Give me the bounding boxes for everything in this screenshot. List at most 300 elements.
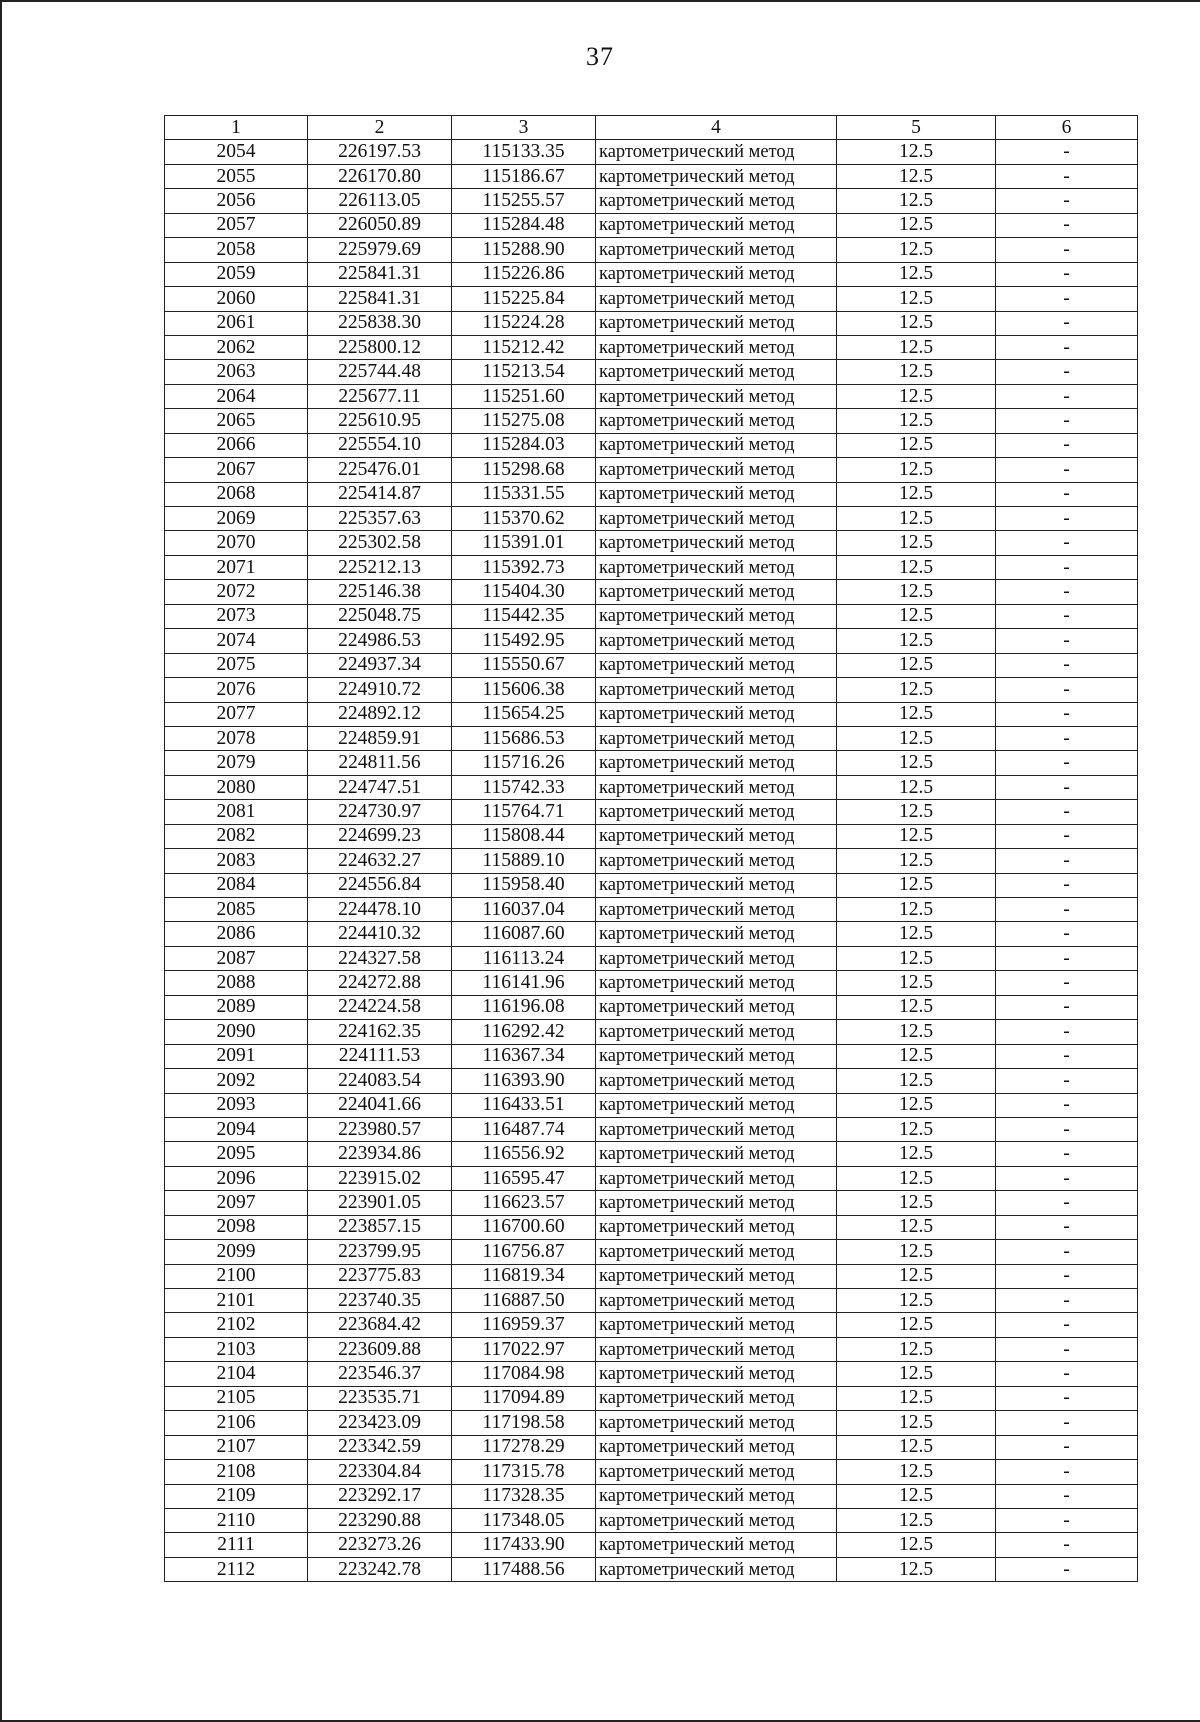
header-cell: 2 [308, 116, 452, 140]
table-cell: 12.5 [837, 140, 996, 164]
table-cell: - [996, 189, 1138, 213]
table-row [165, 726, 1138, 750]
table-cell: 115742.33 [452, 775, 596, 799]
table-cell: 12.5 [837, 849, 996, 873]
table-cell: 2081 [165, 800, 308, 824]
table-cell: картометрический метод [596, 800, 837, 824]
table-cell: 12.5 [837, 1264, 996, 1288]
header-cell: 3 [452, 116, 596, 140]
table-header [165, 116, 1138, 140]
table-cell: картометрический метод [596, 898, 837, 922]
table-cell: 2076 [165, 678, 308, 702]
table-row [165, 946, 1138, 970]
table-cell: 2110 [165, 1508, 308, 1532]
table-cell: 2099 [165, 1240, 308, 1264]
table-cell: 225302.58 [308, 531, 452, 555]
table-cell: 2057 [165, 213, 308, 237]
table-cell: 2093 [165, 1093, 308, 1117]
table-cell: 12.5 [837, 409, 996, 433]
table-cell: 2100 [165, 1264, 308, 1288]
table-cell: 225357.63 [308, 507, 452, 531]
table-cell: 12.5 [837, 1215, 996, 1239]
table-cell: 115255.57 [452, 189, 596, 213]
table-cell: 2064 [165, 384, 308, 408]
table-cell: - [996, 1166, 1138, 1190]
page-number: 37 [586, 42, 614, 71]
table-cell: 12.5 [837, 1533, 996, 1557]
table-cell: 12.5 [837, 800, 996, 824]
table-cell: 223857.15 [308, 1215, 452, 1239]
table-cell: 2077 [165, 702, 308, 726]
table-cell: 225841.31 [308, 262, 452, 286]
table-cell: картометрический метод [596, 384, 837, 408]
table-cell: 2106 [165, 1411, 308, 1435]
table-cell: картометрический метод [596, 1533, 837, 1557]
table-cell: 117488.56 [452, 1557, 596, 1581]
table-cell: - [996, 1117, 1138, 1141]
table-cell: 224162.35 [308, 1020, 452, 1044]
table-cell: 117278.29 [452, 1435, 596, 1459]
table-cell: 116595.47 [452, 1166, 596, 1190]
table-cell: - [996, 1460, 1138, 1484]
table-cell: картометрический метод [596, 702, 837, 726]
header-cell: 6 [996, 116, 1138, 140]
table-cell: - [996, 580, 1138, 604]
table-cell: 223901.05 [308, 1191, 452, 1215]
table-cell: - [996, 775, 1138, 799]
table-cell: 2073 [165, 604, 308, 628]
table-cell: 2086 [165, 922, 308, 946]
table-cell: картометрический метод [596, 1020, 837, 1044]
table-cell: 226050.89 [308, 213, 452, 237]
table-cell: 2054 [165, 140, 308, 164]
table-cell: 12.5 [837, 1117, 996, 1141]
table-cell: 223273.26 [308, 1533, 452, 1557]
table-cell: картометрический метод [596, 824, 837, 848]
table-row [165, 1508, 1138, 1532]
table-cell: - [996, 213, 1138, 237]
table-cell: картометрический метод [596, 678, 837, 702]
table-cell: 12.5 [837, 775, 996, 799]
table-cell: - [996, 995, 1138, 1019]
table-cell: 115213.54 [452, 360, 596, 384]
table-cell: 224556.84 [308, 873, 452, 897]
table-cell: - [996, 971, 1138, 995]
table-row [165, 1093, 1138, 1117]
table-cell: 2068 [165, 482, 308, 506]
table-cell: - [996, 1313, 1138, 1337]
table-cell: 115284.03 [452, 433, 596, 457]
table-cell: картометрический метод [596, 1044, 837, 1068]
table-cell: 117433.90 [452, 1533, 596, 1557]
table-cell: 223775.83 [308, 1264, 452, 1288]
table-cell: - [996, 1557, 1138, 1581]
table-cell: 224632.27 [308, 849, 452, 873]
table-cell: 2098 [165, 1215, 308, 1239]
table-cell: 2065 [165, 409, 308, 433]
table-cell: картометрический метод [596, 1264, 837, 1288]
table-cell: 2069 [165, 507, 308, 531]
table-cell: 223799.95 [308, 1240, 452, 1264]
table-cell: 2083 [165, 849, 308, 873]
table-cell: 116487.74 [452, 1117, 596, 1141]
table-row [165, 1264, 1138, 1288]
table-cell: - [996, 726, 1138, 750]
table-cell: - [996, 1264, 1138, 1288]
table-cell: 12.5 [837, 922, 996, 946]
table-cell: - [996, 1411, 1138, 1435]
table-cell: 12.5 [837, 1044, 996, 1068]
table-cell: 12.5 [837, 653, 996, 677]
table-cell: 2061 [165, 311, 308, 335]
table-cell: 226197.53 [308, 140, 452, 164]
table-cell: картометрический метод [596, 1411, 837, 1435]
table-cell: 2059 [165, 262, 308, 286]
table-cell: 225979.69 [308, 238, 452, 262]
table-cell: 12.5 [837, 531, 996, 555]
table-cell: 2103 [165, 1337, 308, 1361]
table-cell: 2095 [165, 1142, 308, 1166]
table-cell: 115686.53 [452, 726, 596, 750]
table-cell: картометрический метод [596, 1166, 837, 1190]
table-cell: 12.5 [837, 433, 996, 457]
table-cell: 12.5 [837, 458, 996, 482]
table-cell: картометрический метод [596, 360, 837, 384]
table-cell: 225414.87 [308, 482, 452, 506]
table-cell: 12.5 [837, 1289, 996, 1313]
table-cell: 115370.62 [452, 507, 596, 531]
table-cell: 115889.10 [452, 849, 596, 873]
table-cell: картометрический метод [596, 1460, 837, 1484]
table-cell: 2062 [165, 335, 308, 359]
table-cell: 224410.32 [308, 922, 452, 946]
table-cell: 2079 [165, 751, 308, 775]
table-cell: - [996, 1240, 1138, 1264]
table-cell: - [996, 849, 1138, 873]
table-cell: 223684.42 [308, 1313, 452, 1337]
table-cell: 223342.59 [308, 1435, 452, 1459]
coordinates-table [164, 115, 1138, 1582]
table-cell: 117328.35 [452, 1484, 596, 1508]
table-cell: - [996, 1044, 1138, 1068]
table-row [165, 1069, 1138, 1093]
table-cell: 12.5 [837, 335, 996, 359]
table-cell: - [996, 433, 1138, 457]
table-row [165, 1240, 1138, 1264]
table-cell: 12.5 [837, 629, 996, 653]
table-cell: картометрический метод [596, 1117, 837, 1141]
table-cell: 2080 [165, 775, 308, 799]
table-cell: картометрический метод [596, 751, 837, 775]
table-cell: 2097 [165, 1191, 308, 1215]
table-cell: 12.5 [837, 898, 996, 922]
table-cell: - [996, 751, 1138, 775]
table-row [165, 1411, 1138, 1435]
table-cell: 12.5 [837, 726, 996, 750]
table-cell: 12.5 [837, 311, 996, 335]
table-cell: 115654.25 [452, 702, 596, 726]
table-cell: 2087 [165, 946, 308, 970]
table-cell: картометрический метод [596, 409, 837, 433]
table-row [165, 1557, 1138, 1581]
table-row [165, 140, 1138, 164]
table-cell: - [996, 1435, 1138, 1459]
table-cell: - [996, 1191, 1138, 1215]
table-row [165, 1020, 1138, 1044]
table-cell: картометрический метод [596, 1142, 837, 1166]
table-cell: 2071 [165, 555, 308, 579]
table-cell: 2085 [165, 898, 308, 922]
table-row [165, 1044, 1138, 1068]
table-cell: картометрический метод [596, 507, 837, 531]
table-cell: картометрический метод [596, 1215, 837, 1239]
table-cell: 12.5 [837, 1362, 996, 1386]
table-cell: 115331.55 [452, 482, 596, 506]
table-cell: 2090 [165, 1020, 308, 1044]
table-cell: 116556.92 [452, 1142, 596, 1166]
table-row [165, 262, 1138, 286]
table-row [165, 433, 1138, 457]
table-row [165, 531, 1138, 555]
table-cell: 115226.86 [452, 262, 596, 286]
table-row [165, 922, 1138, 946]
table-cell: 12.5 [837, 287, 996, 311]
table-cell: 12.5 [837, 507, 996, 531]
table-cell: 2055 [165, 164, 308, 188]
table-row [165, 1215, 1138, 1239]
table-cell: 225554.10 [308, 433, 452, 457]
table-cell: 12.5 [837, 164, 996, 188]
table-row [165, 971, 1138, 995]
table-cell: 115392.73 [452, 555, 596, 579]
table-row [165, 604, 1138, 628]
table-row [165, 629, 1138, 653]
table-cell: 2067 [165, 458, 308, 482]
table-cell: 116959.37 [452, 1313, 596, 1337]
table-cell: 2075 [165, 653, 308, 677]
table-cell: 12.5 [837, 1435, 996, 1459]
table-cell: 116113.24 [452, 946, 596, 970]
table-cell: картометрический метод [596, 1313, 837, 1337]
table-cell: 12.5 [837, 238, 996, 262]
table-cell: 12.5 [837, 1411, 996, 1435]
table-cell: 117084.98 [452, 1362, 596, 1386]
table-cell: 115288.90 [452, 238, 596, 262]
table-cell: картометрический метод [596, 1337, 837, 1361]
table-row [165, 482, 1138, 506]
table-cell: картометрический метод [596, 458, 837, 482]
table-cell: - [996, 531, 1138, 555]
table-cell: 116887.50 [452, 1289, 596, 1313]
table-cell: - [996, 1337, 1138, 1361]
table-row [165, 702, 1138, 726]
table-cell: - [996, 262, 1138, 286]
table-cell: - [996, 629, 1138, 653]
table-cell: 115133.35 [452, 140, 596, 164]
table-cell: - [996, 1069, 1138, 1093]
table-cell: 115550.67 [452, 653, 596, 677]
table-cell: 12.5 [837, 1557, 996, 1581]
table-row [165, 1166, 1138, 1190]
table-cell: 225838.30 [308, 311, 452, 335]
table-cell: - [996, 1484, 1138, 1508]
table-row [165, 164, 1138, 188]
table-cell: - [996, 1362, 1138, 1386]
table-cell: 115391.01 [452, 531, 596, 555]
table-cell: картометрический метод [596, 555, 837, 579]
table-cell: 225476.01 [308, 458, 452, 482]
table-cell: картометрический метод [596, 189, 837, 213]
table-cell: 2109 [165, 1484, 308, 1508]
table-cell: 12.5 [837, 1069, 996, 1093]
table-cell: 115716.26 [452, 751, 596, 775]
table-cell: 225800.12 [308, 335, 452, 359]
table-cell: картометрический метод [596, 971, 837, 995]
table-cell: 115224.28 [452, 311, 596, 335]
table-cell: картометрический метод [596, 775, 837, 799]
table-cell: картометрический метод [596, 1093, 837, 1117]
table-row [165, 1362, 1138, 1386]
table-cell: 115186.67 [452, 164, 596, 188]
table-row [165, 1386, 1138, 1410]
table-cell: - [996, 311, 1138, 335]
table-cell: 115606.38 [452, 678, 596, 702]
table-cell: 2070 [165, 531, 308, 555]
table-cell: 224986.53 [308, 629, 452, 653]
table-cell: картометрический метод [596, 213, 837, 237]
table-row [165, 849, 1138, 873]
table-row [165, 653, 1138, 677]
table-row [165, 873, 1138, 897]
table-cell: 12.5 [837, 1386, 996, 1410]
table-cell: 12.5 [837, 482, 996, 506]
table-cell: 12.5 [837, 1484, 996, 1508]
table-cell: 2058 [165, 238, 308, 262]
table-cell: 225677.11 [308, 384, 452, 408]
table-cell: - [996, 1215, 1138, 1239]
table-cell: 224747.51 [308, 775, 452, 799]
table-cell: 224111.53 [308, 1044, 452, 1068]
table-row [165, 580, 1138, 604]
table-cell: 2102 [165, 1313, 308, 1337]
table-cell: 115275.08 [452, 409, 596, 433]
table-cell: 2112 [165, 1557, 308, 1581]
table-cell: картометрический метод [596, 1557, 837, 1581]
table-cell: - [996, 653, 1138, 677]
table-cell: 2072 [165, 580, 308, 604]
table-cell: 223740.35 [308, 1289, 452, 1313]
table-cell: картометрический метод [596, 482, 837, 506]
table-row [165, 1289, 1138, 1313]
table-cell: 223980.57 [308, 1117, 452, 1141]
table-row [165, 311, 1138, 335]
table-cell: картометрический метод [596, 238, 837, 262]
table-cell: 115298.68 [452, 458, 596, 482]
table-row [165, 824, 1138, 848]
table-cell: 12.5 [837, 751, 996, 775]
table-row [165, 775, 1138, 799]
table-cell: 2056 [165, 189, 308, 213]
table-cell: 115808.44 [452, 824, 596, 848]
table-cell: - [996, 800, 1138, 824]
table-row [165, 1460, 1138, 1484]
table-row [165, 1533, 1138, 1557]
table-cell: 223934.86 [308, 1142, 452, 1166]
table-row [165, 213, 1138, 237]
table-row [165, 360, 1138, 384]
table-cell: 224224.58 [308, 995, 452, 1019]
table-cell: 12.5 [837, 1508, 996, 1532]
table-cell: 116087.60 [452, 922, 596, 946]
table-cell: - [996, 360, 1138, 384]
table-cell: 117348.05 [452, 1508, 596, 1532]
table-cell: 2101 [165, 1289, 308, 1313]
table-cell: картометрический метод [596, 311, 837, 335]
table-cell: - [996, 1386, 1138, 1410]
table-cell: 116700.60 [452, 1215, 596, 1239]
table-cell: картометрический метод [596, 335, 837, 359]
table-cell: картометрический метод [596, 1484, 837, 1508]
header-cell: 4 [596, 116, 837, 140]
table-cell: 115958.40 [452, 873, 596, 897]
table-cell: 2091 [165, 1044, 308, 1068]
table-cell: картометрический метод [596, 1386, 837, 1410]
table-cell: картометрический метод [596, 873, 837, 897]
table-cell: 225048.75 [308, 604, 452, 628]
table-cell: 2063 [165, 360, 308, 384]
table-cell: - [996, 1289, 1138, 1313]
table-cell: 116819.34 [452, 1264, 596, 1288]
table-cell: 12.5 [837, 995, 996, 1019]
table-cell: 116196.08 [452, 995, 596, 1019]
table-cell: 117022.97 [452, 1337, 596, 1361]
table-row [165, 335, 1138, 359]
table-cell: 2074 [165, 629, 308, 653]
table-cell: 12.5 [837, 1166, 996, 1190]
table-cell: - [996, 604, 1138, 628]
table-cell: 115284.48 [452, 213, 596, 237]
table-cell: 2089 [165, 995, 308, 1019]
table-cell: 223423.09 [308, 1411, 452, 1435]
table-cell: 12.5 [837, 1337, 996, 1361]
table-cell: 2096 [165, 1166, 308, 1190]
table-cell: - [996, 702, 1138, 726]
table-cell: 224272.88 [308, 971, 452, 995]
table-cell: картометрический метод [596, 580, 837, 604]
table-row [165, 1117, 1138, 1141]
table-cell: - [996, 873, 1138, 897]
table-cell: 225841.31 [308, 287, 452, 311]
table-cell: 2111 [165, 1533, 308, 1557]
table-row [165, 409, 1138, 433]
table-cell: картометрический метод [596, 262, 837, 286]
table-cell: 2094 [165, 1117, 308, 1141]
table-cell: 2092 [165, 1069, 308, 1093]
table-body [165, 140, 1138, 1582]
table-cell: 223290.88 [308, 1508, 452, 1532]
table-cell: 115764.71 [452, 800, 596, 824]
table-cell: 2066 [165, 433, 308, 457]
table-cell: 12.5 [837, 1460, 996, 1484]
table-row [165, 1337, 1138, 1361]
table-cell: 12.5 [837, 1093, 996, 1117]
table-cell: 12.5 [837, 1240, 996, 1264]
table-cell: 12.5 [837, 1191, 996, 1215]
table-cell: 223546.37 [308, 1362, 452, 1386]
table-cell: 2082 [165, 824, 308, 848]
table-cell: - [996, 946, 1138, 970]
table-cell: 12.5 [837, 384, 996, 408]
